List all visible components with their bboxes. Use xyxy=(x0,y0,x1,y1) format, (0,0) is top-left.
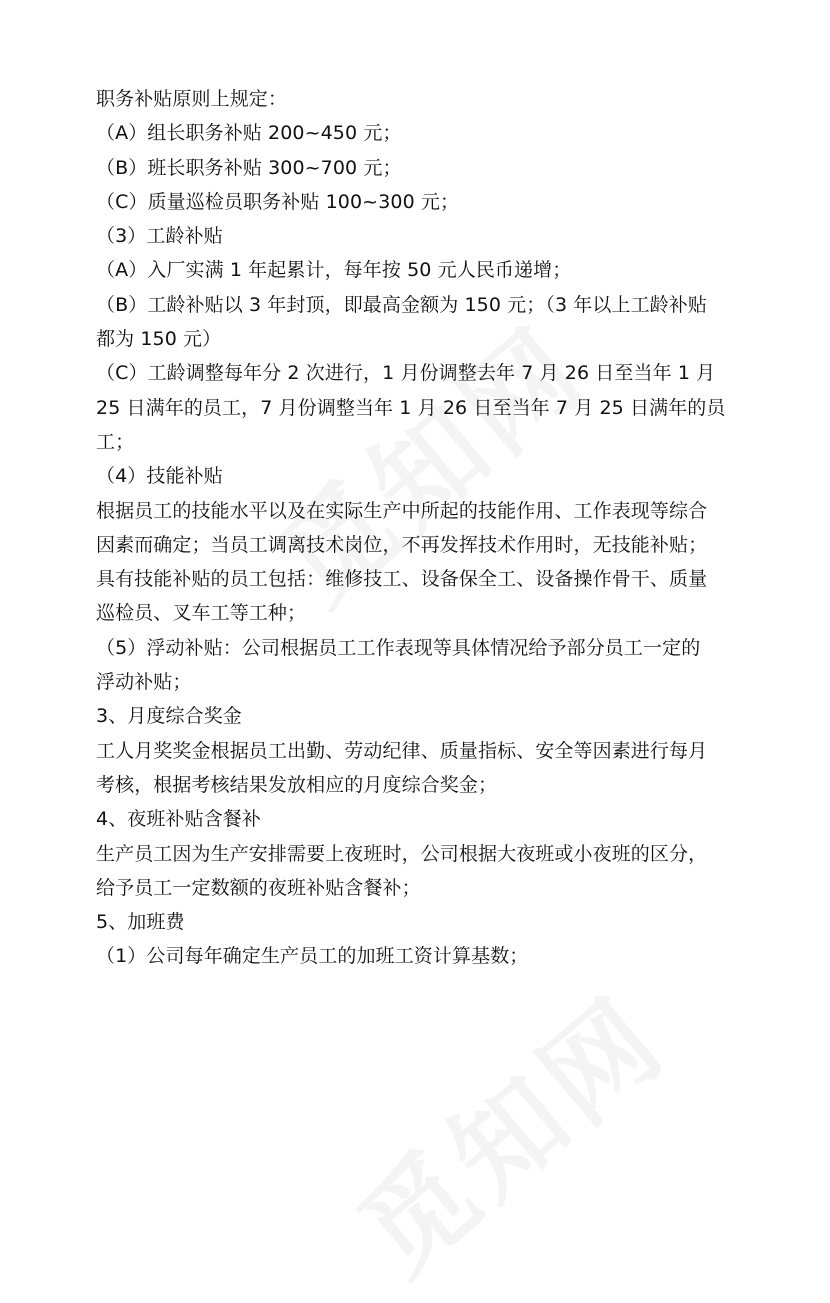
text-line: 考核，根据考核结果发放相应的月度综合奖金； xyxy=(96,773,498,796)
text-line: 巡检员、叉车工等工种； xyxy=(96,602,307,625)
text-line: 工； xyxy=(96,430,135,453)
section-heading: （3）工龄补贴 xyxy=(96,225,223,248)
section-heading: （5）浮动补贴：公司根据员工工作表现等具体情况给予部分员工一定的 xyxy=(96,636,701,659)
section-heading: 4、夜班补贴含餐补 xyxy=(96,808,261,831)
text-line: 根据员工的技能水平以及在实际生产中所起的技能作用、工作表现等综合 xyxy=(96,499,708,522)
section-heading: 5、加班费 xyxy=(96,911,185,934)
text-line: （C）工龄调整每年分 2 次进行，1 月份调整去年 7 月 26 日至当年 1 月 xyxy=(96,362,716,385)
text-line: （1）公司每年确定生产员工的加班工资计算基数； xyxy=(96,945,529,968)
section-heading: 3、月度综合奖金 xyxy=(96,705,242,728)
text-line: （C）质量巡检员职务补贴 100~300 元； xyxy=(96,190,460,213)
watermark xyxy=(321,955,694,1303)
text-line: （B）工龄补贴以 3 年封顶，即最高金额为 150 元；（3 年以上工龄补贴 xyxy=(96,293,707,316)
text-line: 生产员工因为生产安排需要上夜班时，公司根据大夜班或小夜班的区分， xyxy=(96,842,708,865)
text-line: 具有技能补贴的员工包括：维修技工、设备保全工、设备操作骨干、质量 xyxy=(96,568,708,591)
section-heading: （4）技能补贴 xyxy=(96,465,223,488)
document-body xyxy=(96,82,736,974)
text-line: 都为 150 元） xyxy=(96,328,222,351)
text-line: 25 日满年的员工，7 月份调整当年 1 月 26 日至当年 7 月 25 日满年的员 xyxy=(96,396,726,419)
text-line: 因素而确定；当员工调离技术岗位，不再发挥技术作用时，无技能补贴； xyxy=(96,533,708,556)
text-line: （B）班长职务补贴 300~700 元； xyxy=(96,156,402,179)
text-line: 职务补贴原则上规定： xyxy=(96,88,288,110)
text-line: （A）组长职务补贴 200~450 元； xyxy=(96,122,402,145)
text-line: 浮动补贴； xyxy=(96,671,192,694)
text-line: 工人月奖奖金根据员工出勤、劳动纪律、质量指标、安全等因素进行每月 xyxy=(96,739,708,762)
text-line: 给予员工一定数额的夜班补贴含餐补； xyxy=(96,876,421,899)
text-line: （A）入厂实满 1 年起累计，每年按 50 元人民币递增； xyxy=(96,259,572,282)
